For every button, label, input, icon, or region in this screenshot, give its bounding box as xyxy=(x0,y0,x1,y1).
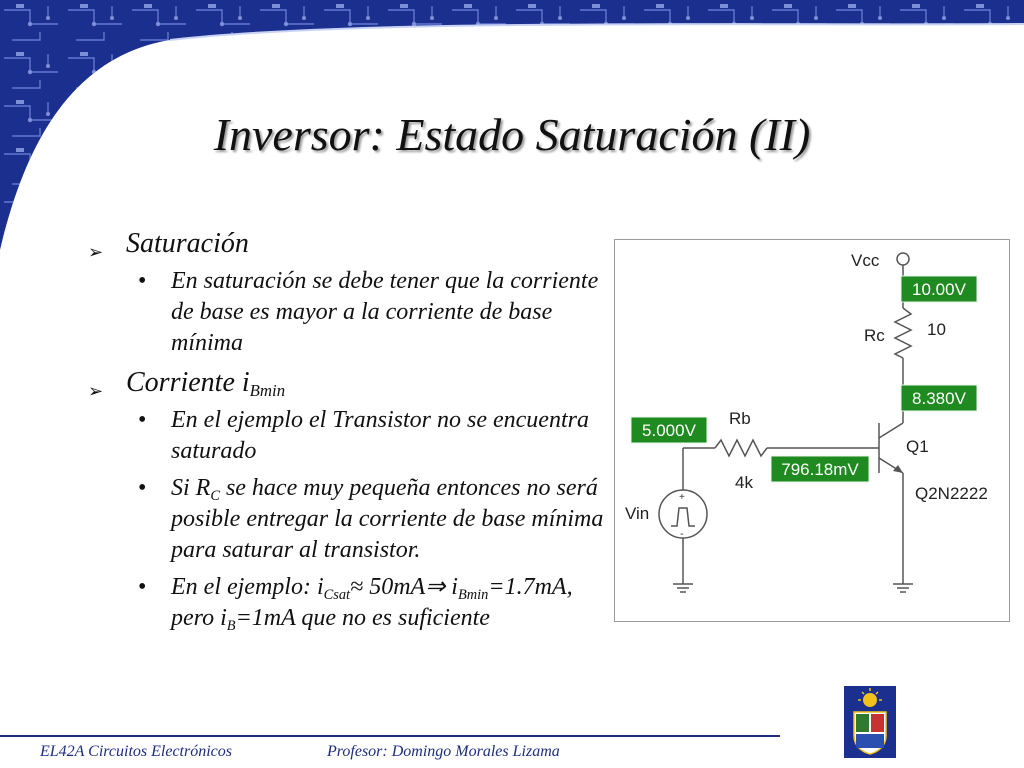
footer-professor: Profesor: Domingo Morales Lizama xyxy=(327,743,560,760)
heading-text: Corriente i xyxy=(126,367,250,398)
university-logo-icon xyxy=(844,686,896,758)
ground-icon xyxy=(893,584,913,592)
list-item xyxy=(88,473,608,566)
bullet-text: En saturación se debe tener que la corriente de base es mayor a la corriente de base mínima xyxy=(171,268,599,356)
source-minus: - xyxy=(680,528,684,540)
probe-input-value: 5.000V xyxy=(642,421,696,440)
probe-base-value: 796.18mV xyxy=(781,460,859,479)
probe-vcc xyxy=(901,276,977,302)
subscript: Bmin xyxy=(457,587,489,603)
ground-icon xyxy=(673,584,693,592)
heading-subscript: Bmin xyxy=(249,381,286,400)
probe-base xyxy=(771,456,869,482)
vin-label: Vin xyxy=(625,504,650,523)
bullet-text: =1.7mA, pero i xyxy=(171,574,573,631)
bullet-text: se hace muy pequeña entonces no será posible entregar la corriente de base mínima para saturar al transistor. xyxy=(171,475,604,563)
bullet-text: En el ejemplo: i xyxy=(171,574,324,600)
subscript: B xyxy=(226,618,236,634)
footer-course: EL42A Circuitos Electrónicos xyxy=(40,743,232,760)
rc-label: Rc xyxy=(864,326,885,345)
bullet-dot-icon: • xyxy=(138,475,147,501)
bullet-list xyxy=(88,228,608,640)
bullet-text: En el ejemplo el Transistor no se encuentra saturado xyxy=(171,407,589,464)
list-item xyxy=(88,572,608,634)
bullet-heading-corriente xyxy=(88,367,608,399)
probe-collector-value: 8.380V xyxy=(912,389,966,408)
probe-collector xyxy=(901,385,977,411)
vcc-label: Vcc xyxy=(851,251,880,270)
source-plus: + xyxy=(679,492,685,503)
probe-vcc-value: 10.00V xyxy=(912,280,966,299)
list-item xyxy=(88,405,608,467)
heading-text: Saturación xyxy=(126,228,249,259)
slide-title: Inversor: Estado Saturación (II) xyxy=(213,109,811,160)
bullet-text: Si R xyxy=(171,475,211,501)
rc-value: 10 xyxy=(927,320,946,339)
bullet-dot-icon: • xyxy=(138,407,147,433)
bullet-dot-icon: • xyxy=(138,268,147,294)
emitter-arrow-icon xyxy=(893,465,903,473)
rb-label: Rb xyxy=(729,409,751,428)
rb-value: 4k xyxy=(735,473,753,492)
vcc-terminal-icon xyxy=(897,253,909,265)
chevron-right-icon: ➢ xyxy=(88,381,104,401)
resistor-rc-icon xyxy=(895,308,911,358)
resistor-rb-icon xyxy=(715,440,767,456)
bullet-text: =1mA que no es suficiente xyxy=(235,605,490,631)
subscript: Csat xyxy=(323,587,351,603)
bullet-heading-saturacion xyxy=(88,228,608,260)
circuit-diagram xyxy=(614,239,1010,622)
chevron-right-icon: ➢ xyxy=(88,242,104,262)
probe-input xyxy=(631,417,707,443)
subscript: C xyxy=(210,488,220,504)
list-item xyxy=(88,266,608,359)
footer-divider xyxy=(0,735,780,737)
q1-label: Q1 xyxy=(906,437,929,456)
bullet-dot-icon: • xyxy=(138,574,147,600)
bullet-text: ≈ 50mA⇒ i xyxy=(350,574,458,600)
q1-model: Q2N2222 xyxy=(915,484,988,503)
